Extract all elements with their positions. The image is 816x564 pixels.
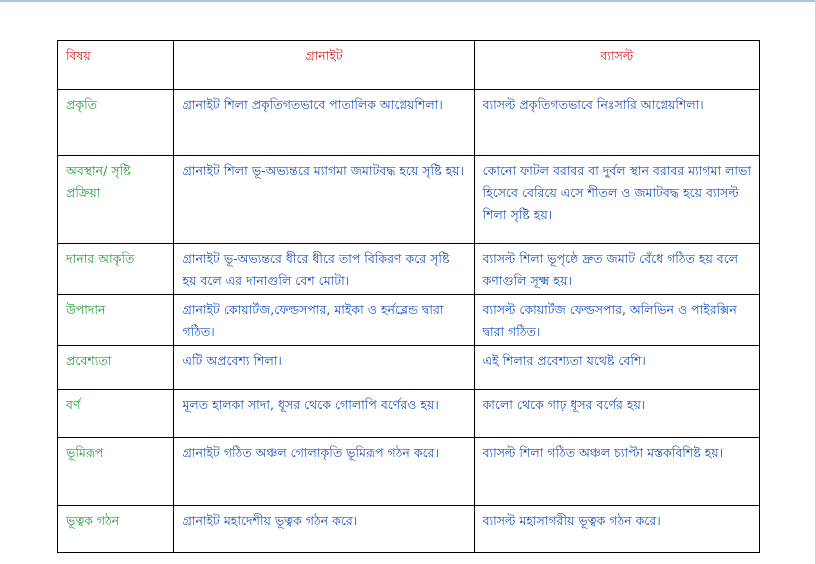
table-row [58,346,760,390]
table-row [58,156,760,244]
row-basalt: ব্যাসল্ট মহাসাগরীয় ভূত্বক গঠন করে। [474,506,759,553]
row-basalt: ব্যাসল্ট কোয়ার্টজ ফেল্ডসপার, অলিভিন ও পাইরক্সিন দ্বারা গঠিত। [474,295,759,346]
row-basalt: এই শিলার প্রবেশ্যতা যথেষ্ট বেশি। [474,346,759,390]
row-subject: প্রকৃতি [58,90,174,156]
row-subject: বর্ণ [58,390,174,438]
row-granite: গ্রানাইট ভূ-অভ্যন্তরে ধীরে ধীরে তাপ বিকিরণ করে সৃষ্টি হয় বলে এর দানাগুলি বেশ মোটা। [174,244,474,295]
table-header-row [58,41,760,90]
row-subject: দানার আকৃতি [58,244,174,295]
comparison-table [57,40,760,553]
header-subject: বিষয় [58,41,174,90]
row-granite: গ্রানাইট গঠিত অঞ্চল গোলাকৃতি ভূমিরূপ গঠন করে। [174,438,474,506]
header-basalt: ব্যাসল্ট [474,41,759,90]
table-row [58,244,760,295]
row-basalt: কোনো ফাটল বরাবর বা দুর্বল স্থান বরাবর ম্যাগমা লাভা হিসেবে বেরিয়ে এসে শীতল ও জমাটবদ্ধ হয়ে ব্যাসল্ট শিলা সৃষ্টি হয়। [474,156,759,244]
row-granite: মূলত হালকা সাদা, ধূসর থেকে গোলাপি বর্ণেরও হয়। [174,390,474,438]
row-basalt: ব্যাসল্ট শিলা ভূপৃষ্ঠে দ্রুত জমাট বেঁধে গঠিত হয় বলে কণাগুলি সূক্ষ্ম হয়। [474,244,759,295]
row-granite: গ্রানাইট কোয়ার্টজ,ফেল্ডসপার, মাইকা ও হর্নব্লেন্ড দ্বারা গঠিত। [174,295,474,346]
table-row [58,390,760,438]
row-granite: গ্রানাইট শিলা ভূ-অভ্যন্তরে ম্যাগমা জমাটবদ্ধ হয়ে সৃষ্টি হয়। [174,156,474,244]
table-row [58,506,760,553]
row-subject: ভূত্বক গঠন [58,506,174,553]
row-subject: উপাদান [58,295,174,346]
row-basalt: ব্যাসল্ট প্রকৃতিগতভাবে নিঃসারি আগ্নেয়শিলা। [474,90,759,156]
row-granite: গ্রানাইট শিলা প্রকৃতিগতভাবে পাতালিক আগ্নেয়শিলা। [174,90,474,156]
table-row [58,438,760,506]
row-basalt: ব্যাসল্ট শিলা গঠিত অঞ্চল চ্যাপ্টা মস্তকবিশিষ্ট হয়। [474,438,759,506]
table-row [58,90,760,156]
row-subject: ভূমিরূপ [58,438,174,506]
row-granite: এটি অপ্রবেশ্য শিলা। [174,346,474,390]
row-subject: অবস্থান/ সৃষ্টি প্রক্রিয়া [58,156,174,244]
row-subject: প্রবেশ্যতা [58,346,174,390]
window-top-border [0,0,816,2]
row-basalt: কালো থেকে গাঢ় ধূসর বর্ণের হয়। [474,390,759,438]
header-granite: গ্রানাইট [174,41,474,90]
row-granite: গ্রানাইট মহাদেশীয় ভূত্বক গঠন করে। [174,506,474,553]
table-row [58,295,760,346]
